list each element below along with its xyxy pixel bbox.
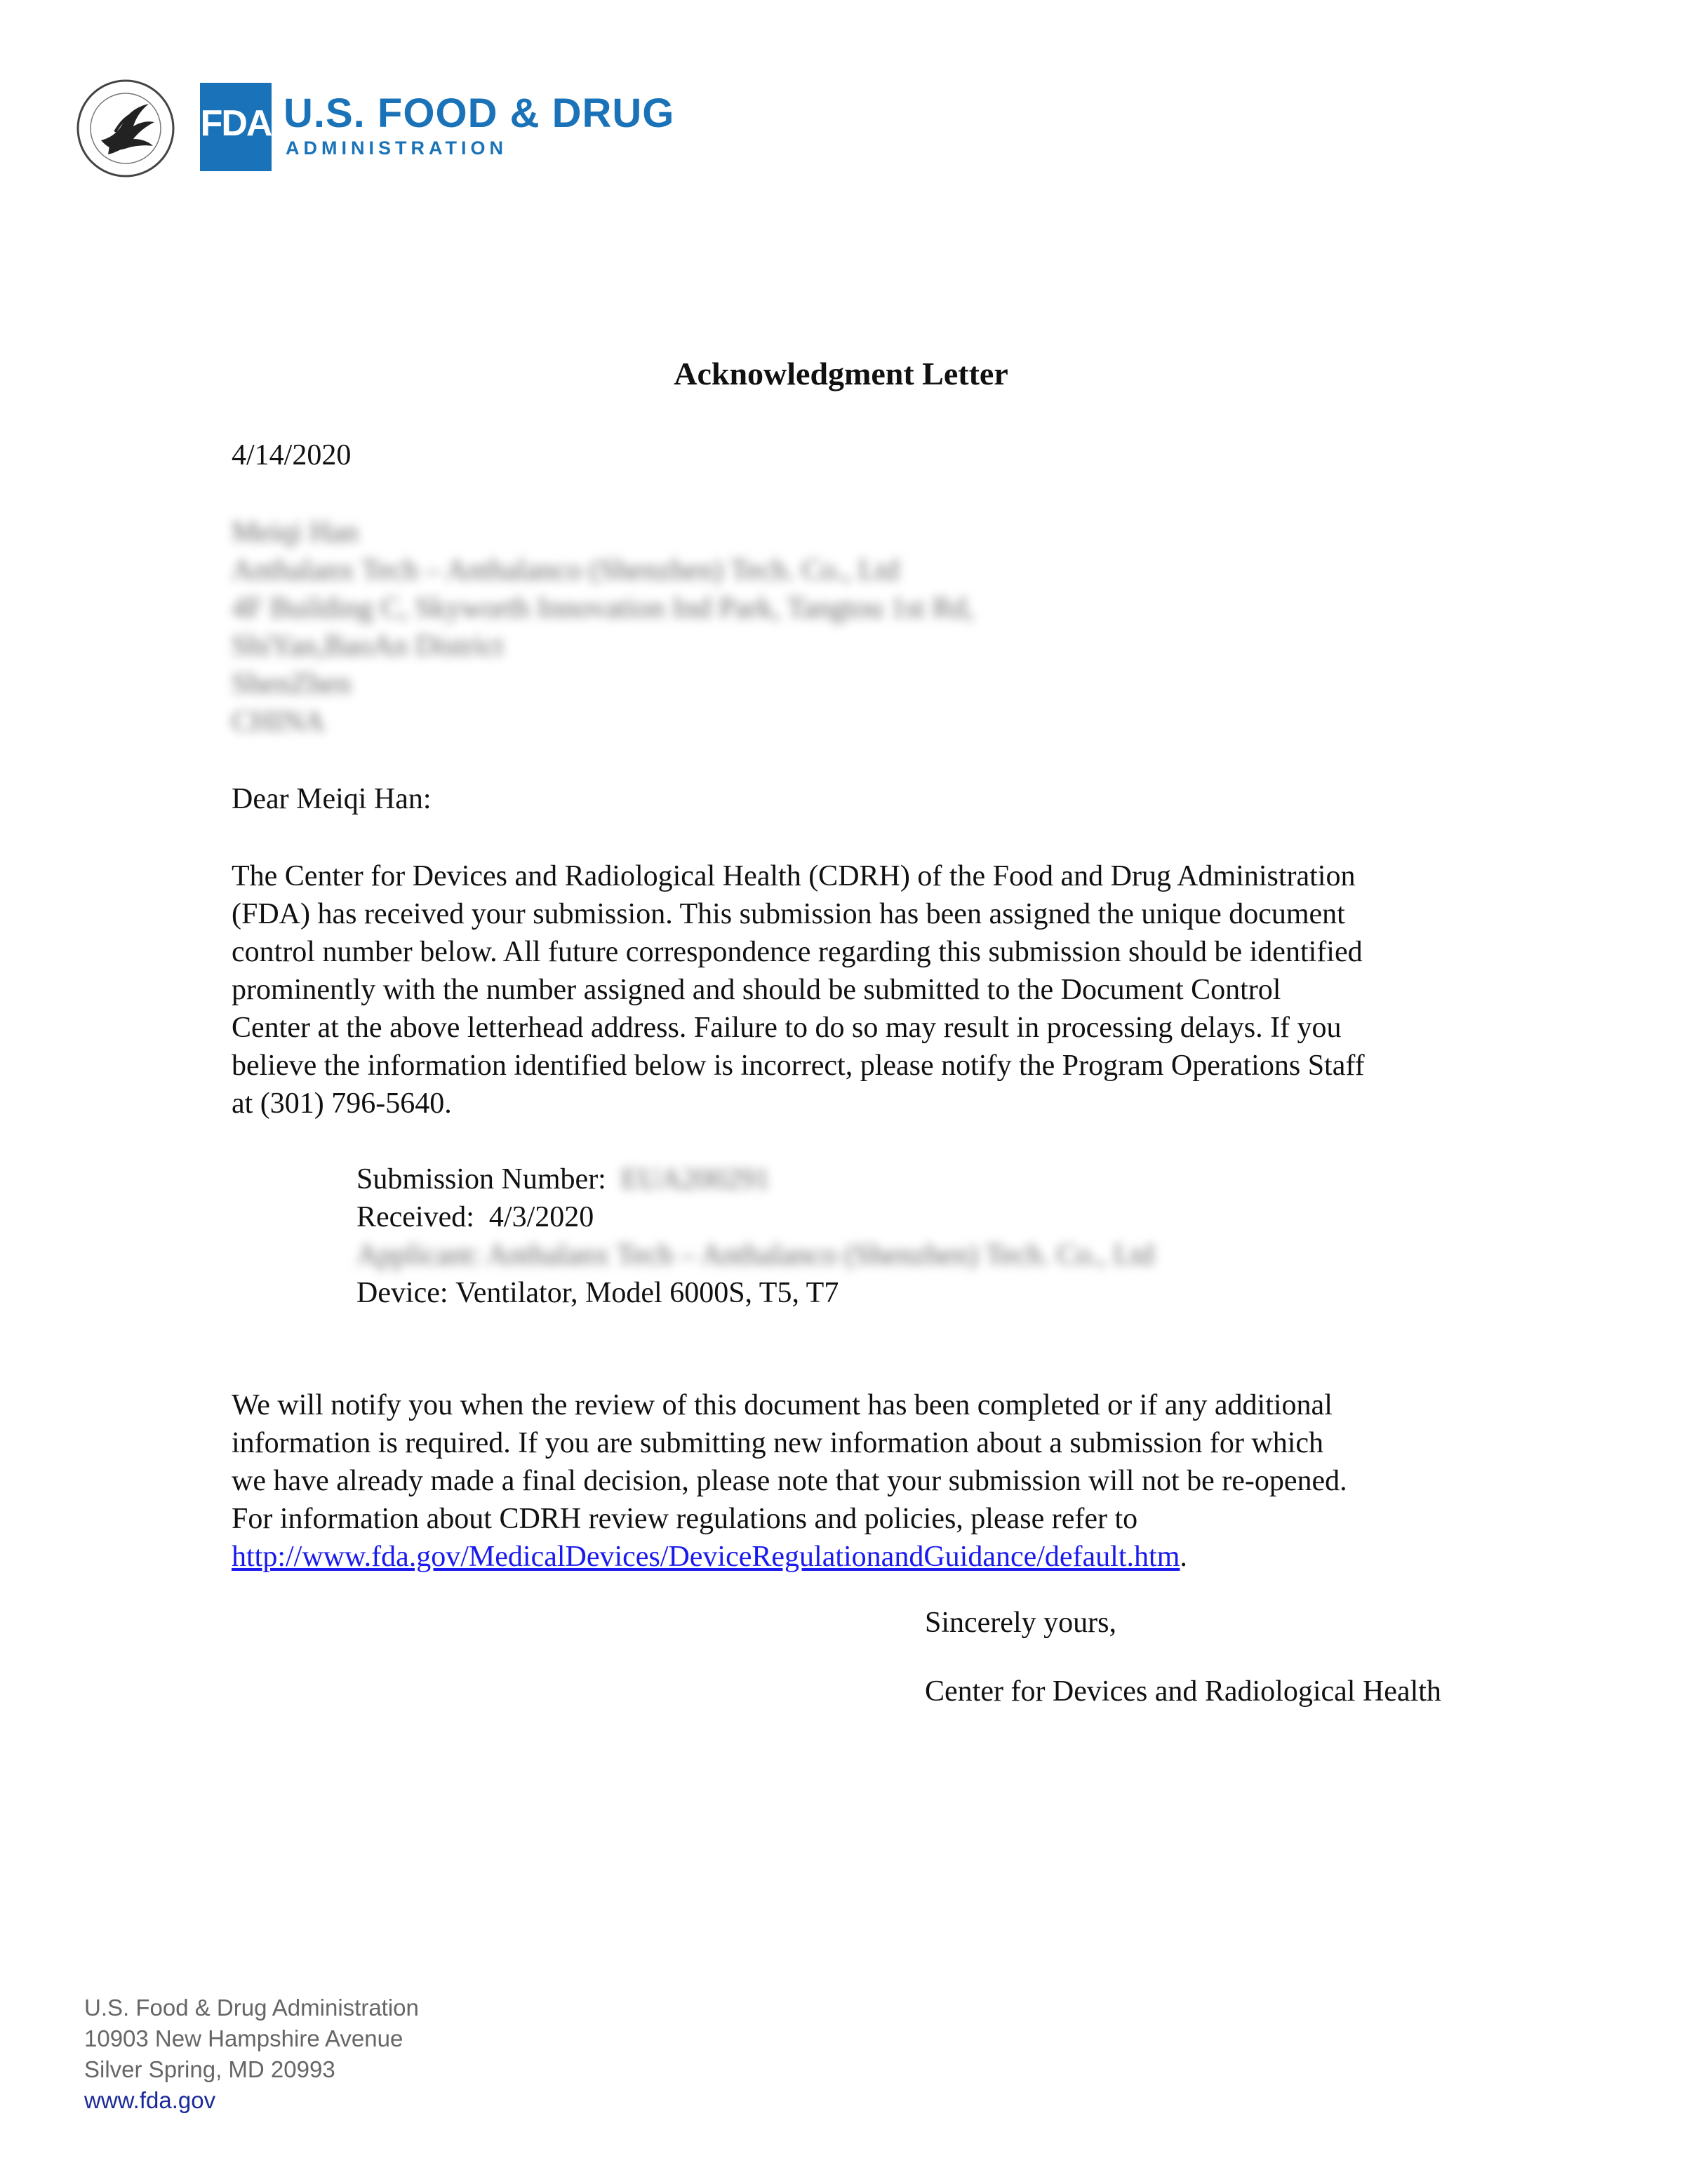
device-value: Ventilator, Model 6000S, T5, T7	[455, 1277, 839, 1309]
footer-line: U.S. Food & Drug Administration	[84, 1995, 419, 2021]
paragraph-line: Center at the above letterhead address. Failure to do so may result in processing delays. If you	[232, 1012, 1342, 1044]
address-line: ShiYan,BaoAn District	[232, 630, 504, 662]
hhs-seal-logo	[73, 76, 178, 181]
letter-date: 4/14/2020	[232, 439, 352, 471]
submission-number-label: Submission Number:	[356, 1163, 606, 1195]
agency-name: U.S. FOOD & DRUG	[283, 91, 675, 136]
fda-logo-box	[200, 83, 272, 171]
signature: Center for Devices and Radiological Health	[925, 1675, 1441, 1708]
agency-subtitle: ADMINISTRATION	[286, 138, 507, 159]
address-line: Anthalanx Tech – Anthalanco (Shenzhen) Tech. Co., Ltd	[232, 554, 900, 587]
body-paragraph-1	[232, 857, 1537, 1123]
address-line: 4F Building C, Skyworth Innovation Ind Park, Tangtou 1st Rd,	[232, 592, 974, 624]
device-label: Device:	[356, 1277, 448, 1309]
fda-mark: FDA	[200, 103, 272, 144]
applicant-row	[356, 1236, 1154, 1274]
salutation: Dear Meiqi Han:	[232, 783, 432, 815]
submission-details	[356, 1160, 1154, 1312]
footer-website-link[interactable]: www.fda.gov	[84, 2087, 216, 2113]
submission-number-value: EUA200291	[620, 1163, 770, 1195]
body-paragraph-2	[232, 1386, 1537, 1576]
link-suffix: .	[1180, 1541, 1187, 1573]
paragraph-line: The Center for Devices and Radiological Health (CDRH) of the Food and Drug Administration	[232, 860, 1356, 892]
paragraph-line: For information about CDRH review regulations and policies, please refer to	[232, 1503, 1138, 1535]
received-label: Received:	[356, 1201, 474, 1233]
submission-number-row	[356, 1160, 1154, 1198]
footer-line: 10903 New Hampshire Avenue	[84, 2025, 403, 2051]
cdrh-guidance-link[interactable]: http://www.fda.gov/MedicalDevices/DeviceRegulationandGuidance/default.htm	[232, 1541, 1180, 1573]
device-row	[356, 1274, 1154, 1312]
footer-line: Silver Spring, MD 20993	[84, 2056, 335, 2082]
paragraph-line: (FDA) has received your submission. This submission has been assigned the unique document	[232, 898, 1345, 930]
footer-address	[84, 1992, 419, 2116]
paragraph-line: information is required. If you are submitting new information about a submission for which	[232, 1427, 1324, 1459]
applicant-value: Applicant: Anthalanx Tech – Anthalanco (Shenzhen) Tech. Co., Ltd	[356, 1239, 1154, 1271]
received-row	[356, 1198, 1154, 1236]
paragraph-line: prominently with the number assigned and should be submitted to the Document Control	[232, 974, 1281, 1006]
letter-title: Acknowledgment Letter	[674, 356, 1008, 391]
paragraph-line: at (301) 796-5640.	[232, 1087, 452, 1120]
paragraph-line: believe the information identified below is incorrect, please notify the Program Operations Staff	[232, 1050, 1365, 1082]
closing: Sincerely yours,	[925, 1607, 1116, 1639]
paragraph-line: control number below. All future correspondence regarding this submission should be identified	[232, 936, 1363, 968]
received-value: 4/3/2020	[488, 1201, 594, 1233]
address-line: CHINA	[232, 706, 325, 738]
hhs-eagle-seal-icon	[73, 76, 178, 181]
address-line: ShenZhen	[232, 668, 352, 700]
address-line: Meiqi Han	[232, 516, 359, 549]
paragraph-line: we have already made a final decision, please note that your submission will not be re-opened.	[232, 1465, 1347, 1497]
recipient-address	[232, 514, 974, 741]
paragraph-line: We will notify you when the review of this document has been completed or if any additional	[232, 1389, 1333, 1421]
link-line	[232, 1538, 1537, 1576]
